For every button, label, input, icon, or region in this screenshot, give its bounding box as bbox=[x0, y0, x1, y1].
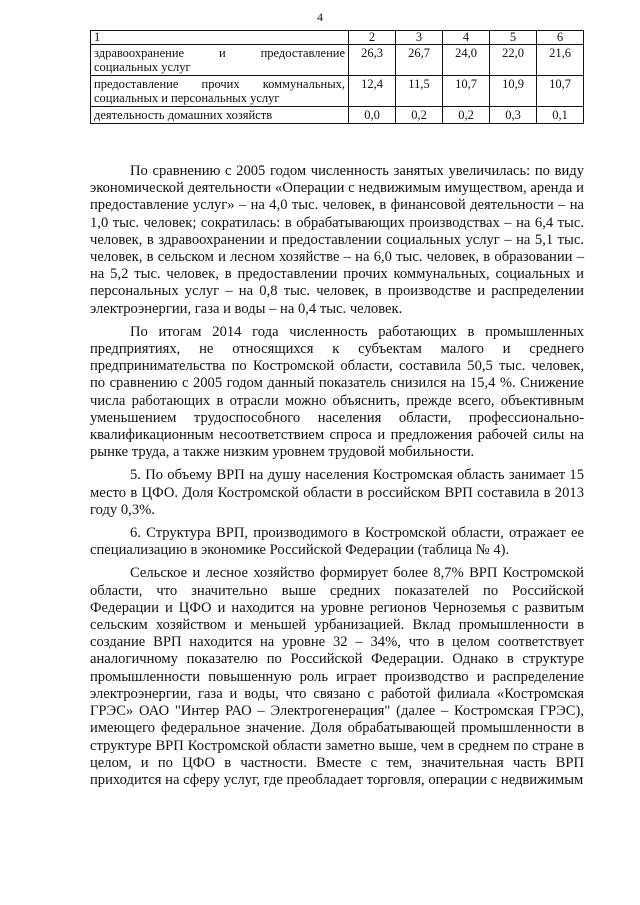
table-cell: 10,9 bbox=[490, 76, 537, 107]
table-cell: 10,7 bbox=[443, 76, 490, 107]
table-row bbox=[91, 107, 584, 124]
table-header-cell: 3 bbox=[396, 31, 443, 45]
table-cell: 11,5 bbox=[396, 76, 443, 107]
table-cell: 21,6 bbox=[537, 45, 584, 76]
table-row bbox=[91, 45, 584, 76]
table-cell: 26,3 bbox=[349, 45, 396, 76]
table-cell: 0,3 bbox=[490, 107, 537, 124]
table-row-label: предоставление прочих коммунальных, социальных и персональных услуг bbox=[91, 76, 349, 107]
table-cell: 0,1 bbox=[537, 107, 584, 124]
table-row bbox=[91, 76, 584, 107]
table-cell: 12,4 bbox=[349, 76, 396, 107]
table-cell: 0,2 bbox=[396, 107, 443, 124]
table-header-cell: 1 bbox=[91, 31, 349, 45]
table-row-label: деятельность домашних хозяйств bbox=[91, 107, 349, 124]
paragraph: По сравнению с 2005 годом численность занятых увеличилась: по виду экономической деятельности «Операции с недвижимым имуществом, аренда и предоставление услуг» – на 4,0 тыс. человек, в финансовой деятельности – на 1,0 тыс. человек; сократилась: в обрабатывающих производствах – на 6,4 тыс. человек, в здравоохранении и предоставлении социальных услуг – на 5,1 тыс. человек, в сельском и лесном хозяйстве – на 6,0 тыс. человек, в образовании – на 5,2 тыс. человек, в предоставлении прочих коммунальных, социальных и персональных услуг – на 0,8 тыс. человек, в производстве и распределении электроэнергии, газа и воды – на 0,4 тыс. человек. bbox=[90, 163, 584, 317]
table-header-cell: 6 bbox=[537, 31, 584, 45]
table-cell: 0,0 bbox=[349, 107, 396, 124]
page-number: 4 bbox=[317, 10, 323, 24]
body-text bbox=[90, 163, 584, 795]
table-header-cell: 2 bbox=[349, 31, 396, 45]
paragraph: Сельское и лесное хозяйство формирует более 8,7% ВРП Костромской области, что значительно выше средних показателей по Российской Федерации и ЦФО и находится на уровне регионов Черноземья с развитым сельским хозяйством и меньшей урбанизацией. Вклад промышленности в создание ВРП находится на уровне 32 – 34%, что в целом соответствует аналогичному показателю по Российской Федерации. Однако в структуре промышленности повышенную роль играет производство и распределение электроэнергии, газа и воды, что связано с работой филиала «Костромская ГРЭС» ОАО "Интер РАО – Электрогенерация" (далее – Костромская ГРЭС), имеющего федеральное значение. Доля обрабатывающей промышленности в структуре ВРП Костромской области заметно выше, чем в среднем по стране в целом, и по ЦФО в частности. Вместе с тем, значительная часть ВРП приходится на сферу услуг, где преобладает торговля, операции с недвижимым bbox=[90, 565, 584, 788]
table-row-label: здравоохранение и предоставление социальных услуг bbox=[91, 45, 349, 76]
paragraph: По итогам 2014 года численность работающих в промышленных предприятиях, не относящихся к субъектам малого и среднего предпринимательства по Костромской области, составила 50,5 тыс. человек, по сравнению с 2005 годом данный показатель снизился на 15,4 %. Снижение числа работающих в отрасли можно объяснить, прежде всего, объективным уменьшением трудоспособного населения области, профессионально-квалификационным несоответствием спроса и предложения рабочей силы на рынке труда, а также низким уровнем трудовой мобильности. bbox=[90, 323, 584, 461]
table-cell: 22,0 bbox=[490, 45, 537, 76]
table-cell: 10,7 bbox=[537, 76, 584, 107]
table-header-cell: 4 bbox=[443, 31, 490, 45]
table-header-cell: 5 bbox=[490, 31, 537, 45]
table-cell: 26,7 bbox=[396, 45, 443, 76]
paragraph: 5. По объему ВРП на душу населения Костромская область занимает 15 место в ЦФО. Доля Костромской области в российском ВРП составила в 2013 году 0,3%. bbox=[90, 467, 584, 518]
paragraph: 6. Структура ВРП, производимого в Костромской области, отражает ее специализацию в экономике Российской Федерации (таблица № 4). bbox=[90, 525, 584, 559]
employment-table bbox=[90, 30, 584, 124]
table-cell: 0,2 bbox=[443, 107, 490, 124]
table-header-row bbox=[91, 31, 584, 45]
table-cell: 24,0 bbox=[443, 45, 490, 76]
